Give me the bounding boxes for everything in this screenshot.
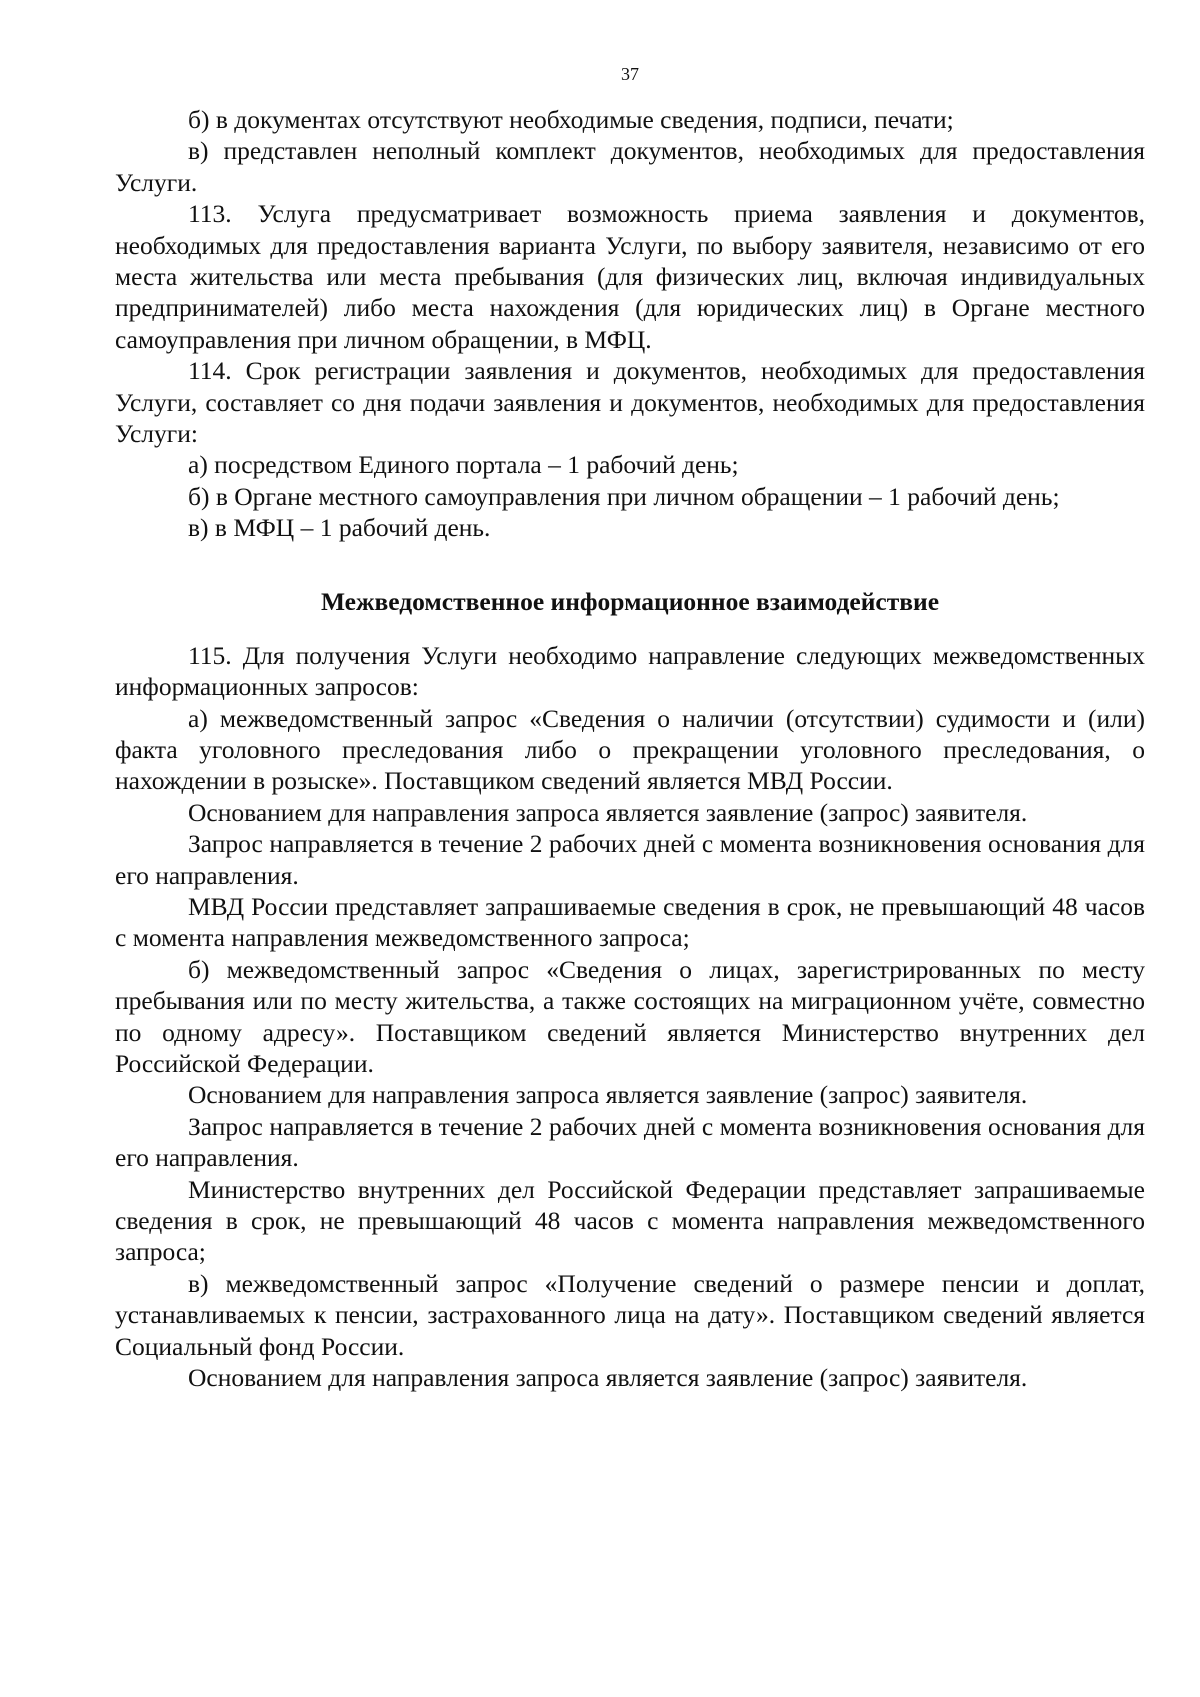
- paragraph: Запрос направляется в течение 2 рабочих дней с момента возникновения основания для его направления.: [115, 829, 1145, 890]
- paragraph: Основанием для направления запроса является заявление (запрос) заявителя.: [188, 797, 1028, 827]
- paragraph: Запрос направляется в течение 2 рабочих дней с момента возникновения основания для его направления.: [115, 1111, 1145, 1173]
- section-heading: Межведомственное информационное взаимодействие: [320, 586, 940, 616]
- paragraph: Министерство внутренних дел Российской Федерации представляет запрашиваемые сведения в срок, не превышающий 48 часов с момента направления межведомственного запроса;: [115, 1174, 1145, 1267]
- page-number: 37: [621, 64, 639, 84]
- paragraph: Основанием для направления запроса является заявление (запрос) заявителя.: [188, 1080, 1028, 1110]
- paragraph: в) представлен неполный комплект документов, необходимых для предоставления Услуги.: [115, 136, 1145, 197]
- paragraph: Основанием для направления запроса является заявление (запрос) заявителя.: [188, 1363, 1028, 1393]
- paragraph: 114. Срок регистрации заявления и документов, необходимых для предоставления Услуги, составляет со дня подачи заявления и документов, необходимых для предоставления Услуги:: [115, 356, 1145, 449]
- document-page: [115, 62, 1145, 1393]
- paragraph: а) посредством Единого портала – 1 рабочий день;: [188, 450, 739, 480]
- paragraph: 113. Услуга предусматривает возможность приема заявления и документов, необходимых для предоставления варианта Услуги, по выбору заявителя, независимо от его места жительства или места пребывания (для физических лиц, включая индивидуальных предпринимателей) либо места нахождения (для юридических лиц) в Органе местного самоуправления при личном обращении, в МФЦ.: [115, 199, 1145, 354]
- paragraph: б) в документах отсутствуют необходимые сведения, подписи, печати;: [188, 105, 954, 134]
- paragraph: 115. Для получения Услуги необходимо направление следующих межведомственных информационных запросов:: [115, 640, 1145, 702]
- paragraph: б) межведомственный запрос «Сведения о лицах, зарегистрированных по месту пребывания или по месту жительства, а также состоящих на миграционном учёте, совместно по одному адресу». Поставщиком сведений является Министерство внутренних дел Российской Федерации.: [115, 954, 1145, 1078]
- paragraph: б) в Органе местного самоуправления при личном обращении – 1 рабочий день;: [188, 481, 1060, 511]
- paragraph: в) межведомственный запрос «Получение сведений о размере пенсии и доплат, устанавливаемых к пенсии, застрахованного лица на дату». Поставщиком сведений является Социальный фонд России.: [115, 1268, 1145, 1361]
- paragraph: а) межведомственный запрос «Сведения о наличии (отсутствии) судимости и (или) факта уголовного преследования либо о прекращении уголовного преследования, о нахождении в розыске». Поставщиком сведений является МВД России.: [115, 703, 1145, 796]
- paragraph: МВД России представляет запрашиваемые сведения в срок, не превышающий 48 часов с момента направления межведомственного запроса;: [115, 891, 1145, 953]
- paragraph: в) в МФЦ – 1 рабочий день.: [188, 513, 491, 543]
